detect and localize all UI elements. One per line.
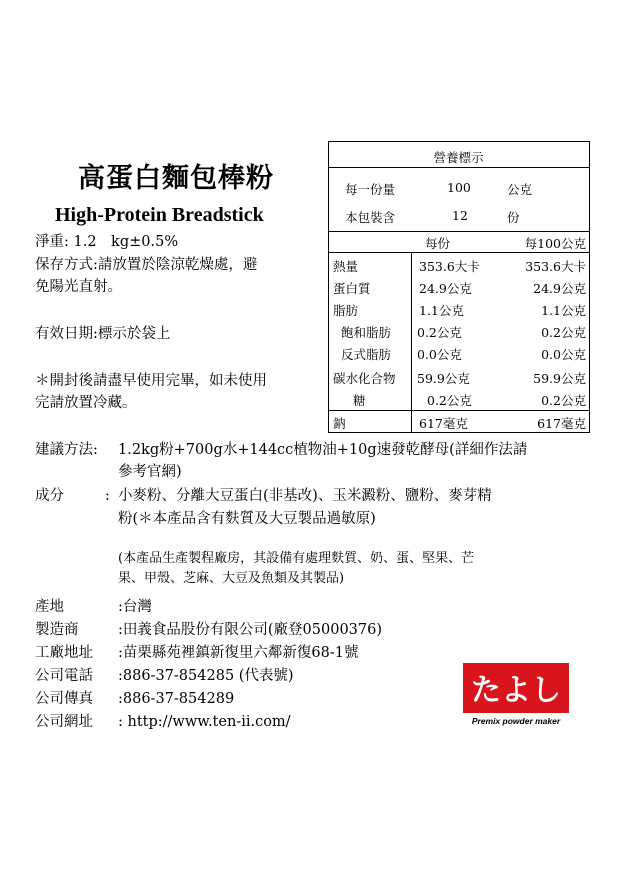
fax-value: :886-37-854289 bbox=[118, 691, 235, 707]
storage-line-1: 保存方式:請放置於陰涼乾燥處，避 bbox=[35, 257, 258, 273]
usage-line-2: 參考官網) bbox=[118, 464, 182, 480]
row-name-energy: 熱量 bbox=[333, 259, 359, 274]
row-per-sodium: 617毫克 bbox=[419, 416, 468, 431]
after-open-line-1: ＊開封後請盡早使用完畢，如未使用 bbox=[35, 373, 267, 389]
serving-value: 100 bbox=[447, 180, 471, 195]
usage-label: 建議方法: bbox=[35, 442, 98, 458]
serving-unit: 公克 bbox=[507, 182, 533, 197]
row-per100-sat-fat: 0.2公克 bbox=[541, 325, 586, 340]
row-name-sugar: 糖 bbox=[353, 393, 366, 408]
row-per-sugar: 0.2公克 bbox=[427, 393, 472, 408]
storage-line-2: 免陽光直射。 bbox=[35, 279, 122, 295]
brand-logo-text: たよし bbox=[471, 673, 561, 708]
row-name-carbs: 碳水化合物 bbox=[333, 371, 396, 386]
expiry-date: 有效日期:標示於袋上 bbox=[35, 326, 171, 342]
manufacturer-value: :田義食品股份有限公司(廠登05000376) bbox=[118, 622, 383, 638]
row-name-fat: 脂肪 bbox=[333, 303, 359, 318]
website-label: 公司網址 bbox=[35, 714, 93, 730]
origin-value: :台灣 bbox=[118, 599, 152, 615]
usage-line-1: 1.2kg粉+700g水+144cc植物油+10g速發乾酵母(詳細作法請 bbox=[118, 442, 528, 458]
row-name-protein: 蛋白質 bbox=[333, 281, 371, 296]
ingredients-colon: : bbox=[105, 488, 110, 504]
factory-address-label: 工廠地址 bbox=[35, 645, 93, 661]
row-name-sat-fat: 飽和脂肪 bbox=[341, 325, 392, 340]
fax-label: 公司傳真 bbox=[35, 691, 93, 707]
row-per100-carbs: 59.9公克 bbox=[533, 371, 586, 386]
phone-value: :886-37-854285 (代表號) bbox=[118, 668, 294, 684]
ingredients-line-1: 小麥粉、分離大豆蛋白(非基改)、玉米澱粉、鹽粉、麥芽精 bbox=[118, 488, 492, 504]
row-per-trans-fat: 0.0公克 bbox=[417, 347, 462, 362]
row-per-protein: 24.9公克 bbox=[419, 281, 472, 296]
brand-logo-subtitle: Premix powder maker bbox=[471, 716, 561, 726]
origin-label: 產地 bbox=[35, 599, 64, 615]
factory-note-line-1: (本產品生產製程廠房，其設備有處理麩質、奶、蛋、堅果、芒 bbox=[118, 551, 475, 566]
pack-value: 12 bbox=[452, 208, 468, 223]
row-name-trans-fat: 反式脂肪 bbox=[341, 347, 392, 362]
factory-address-value: :苗栗縣苑裡鎮新復里六鄰新復68-1號 bbox=[118, 645, 359, 661]
row-per100-sodium: 617毫克 bbox=[537, 416, 586, 431]
brand-logo bbox=[463, 663, 569, 713]
col-per-serving: 每份 bbox=[425, 236, 451, 251]
row-per100-energy: 353.6大卡 bbox=[525, 259, 586, 274]
serving-label: 每一份量 bbox=[345, 182, 396, 197]
pack-unit: 份 bbox=[507, 210, 520, 225]
row-per-carbs: 59.9公克 bbox=[417, 371, 470, 386]
after-open-line-2: 完請放置冷藏。 bbox=[35, 395, 137, 411]
net-weight: 淨重: 1.2 kg±0.5% bbox=[35, 234, 179, 250]
factory-note-line-2: 果、甲殼、芝麻、大豆及魚類及其製品) bbox=[118, 571, 345, 586]
ingredients-label: 成分 bbox=[35, 488, 64, 504]
phone-label: 公司電話 bbox=[35, 668, 93, 684]
row-per100-protein: 24.9公克 bbox=[533, 281, 586, 296]
nutrition-table bbox=[328, 141, 590, 433]
row-per100-fat: 1.1公克 bbox=[541, 303, 586, 318]
product-title-en: High-Protein Breadstick bbox=[55, 204, 264, 226]
manufacturer-label: 製造商 bbox=[35, 622, 79, 638]
row-per-sat-fat: 0.2公克 bbox=[417, 325, 462, 340]
ingredients-line-2: 粉(＊本產品含有麩質及大豆製品過敏原) bbox=[118, 511, 376, 527]
row-per-energy: 353.6大卡 bbox=[419, 259, 480, 274]
row-per100-sugar: 0.2公克 bbox=[541, 393, 586, 408]
website-value: : http://www.ten-ii.com/ bbox=[118, 714, 291, 730]
product-title-zh: 高蛋白麵包棒粉 bbox=[78, 163, 274, 194]
row-per-fat: 1.1公克 bbox=[419, 303, 464, 318]
pack-label: 本包裝含 bbox=[345, 210, 396, 225]
row-per100-trans-fat: 0.0公克 bbox=[541, 347, 586, 362]
col-per-100g: 每100公克 bbox=[524, 236, 586, 251]
nutrition-title: 營養標示 bbox=[433, 150, 484, 165]
row-name-sodium: 鈉 bbox=[333, 416, 346, 431]
